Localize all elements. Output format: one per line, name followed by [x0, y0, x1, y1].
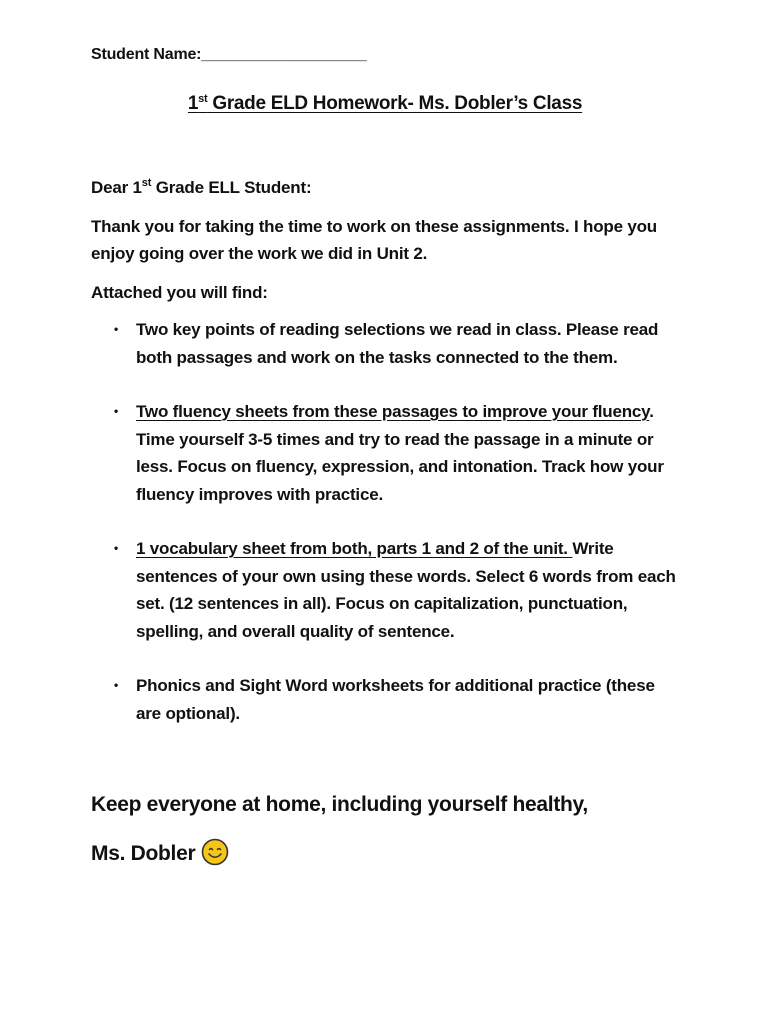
bullet-icon: • [114, 678, 119, 692]
student-name-line: Student Name:___________________ [91, 46, 367, 63]
page-title-text [188, 93, 582, 114]
greeting [91, 174, 691, 201]
smiling-face-icon [201, 838, 229, 866]
task-text: Phonics and Sight Word worksheets for additional practice (these are optional). [136, 676, 655, 723]
title-superscript: st [198, 93, 208, 105]
greeting-prefix: Dear 1 [91, 178, 142, 197]
task-list [91, 316, 681, 727]
greeting-rest: Grade ELL Student: [151, 178, 312, 197]
page-title [0, 93, 770, 115]
greeting-superscript: st [141, 177, 152, 189]
task-text: Write sentences of your own using these words. Select 6 words from each set. (12 sentences in all). Focus on capitalization, punctuation, spelling, and overall quality of sentence. [136, 539, 676, 641]
signature [91, 838, 229, 866]
attached-label: Attached you will find: [91, 283, 268, 302]
bullet-icon: • [114, 322, 119, 336]
bullet-icon: • [114, 404, 119, 418]
task-text: Two key points of reading selections we read in class. Please read both passages and work on the tasks connected to the them. [136, 320, 659, 367]
list-item [91, 316, 681, 371]
task-text: . Time yourself 3-5 times and try to read the passage in a minute or less. Focus on fluency, expression, and intonation. Track how your fluency improves with practice. [136, 402, 664, 504]
title-rest: Grade ELD Homework- Ms. Dobler’s Class [207, 93, 583, 114]
list-item [91, 398, 681, 508]
task-underlined-text: 1 vocabulary sheet from both, parts 1 and 2 of the unit. [136, 539, 573, 558]
signature-name: Ms. Dobler [91, 842, 196, 865]
closing-line: Keep everyone at home, including yourself healthy, [91, 793, 588, 816]
bullet-icon: • [114, 541, 119, 555]
list-item [91, 672, 681, 727]
list-item [91, 535, 681, 645]
intro-paragraph: Thank you for taking the time to work on these assignments. I hope you enjoy going over the work we did in Unit 2. [91, 217, 657, 263]
title-prefix: 1 [187, 93, 199, 114]
task-underlined-text: Two fluency sheets from these passages to improve your fluency [136, 402, 650, 421]
